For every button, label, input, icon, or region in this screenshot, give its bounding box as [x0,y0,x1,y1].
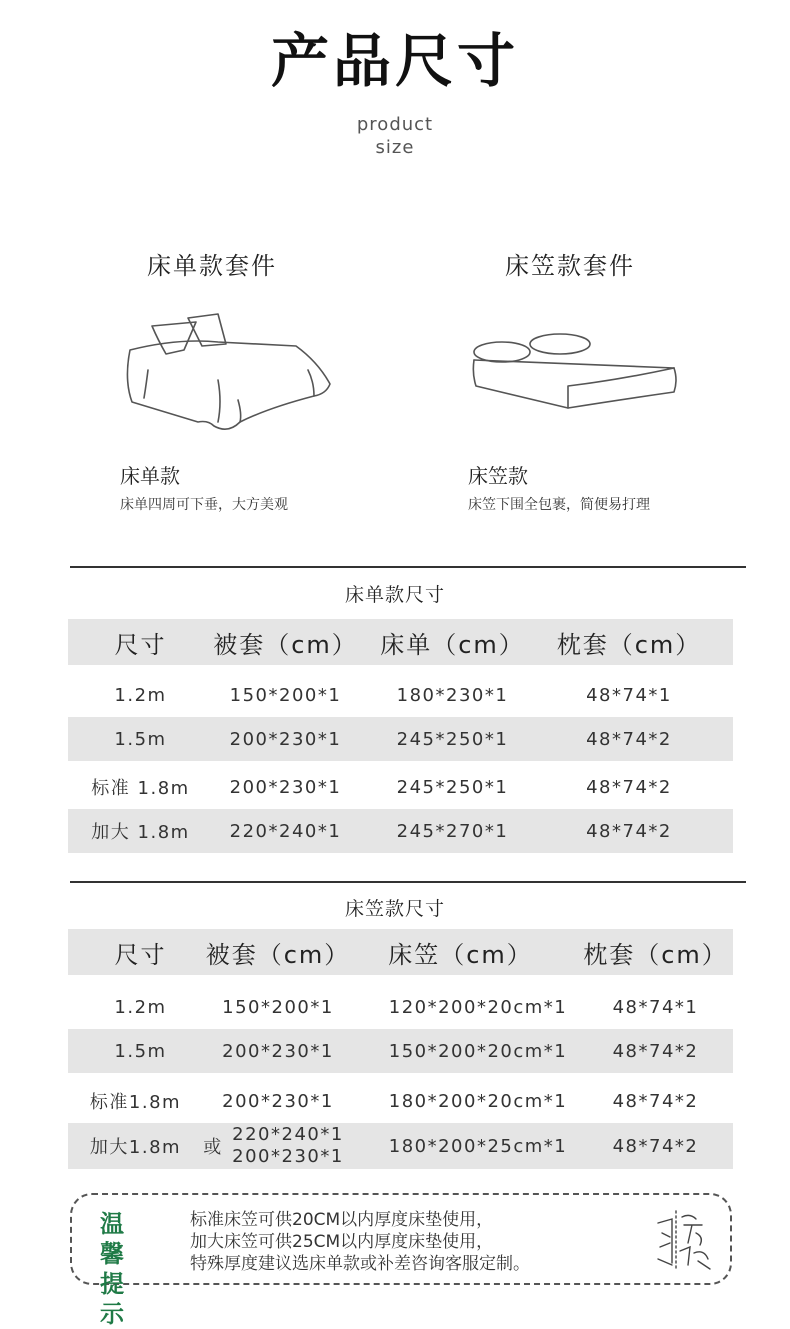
size-cell: 1.2m [114,684,167,706]
duvet-cell: 200*230*1 [222,1090,334,1112]
sheet-cell: 245*250*1 [396,776,509,798]
notice-line: 特殊厚度建议选床单款或补差咨询客服定制。 [190,1254,530,1274]
size-cell: 加大 1.8m [91,822,190,843]
table-header-row [68,619,733,665]
duvet-option: 220*240*1 [232,1124,344,1145]
duvet-cell: 150*200*1 [222,996,334,1018]
duvet-cell: 200*230*1 [222,1040,334,1062]
table-row [68,985,733,1029]
pillowcase-cell: 48*74*2 [612,1090,699,1112]
table-row [68,809,733,853]
duvet-cell [223,1123,353,1169]
size-cell: 1.5m [114,728,167,750]
notice-line: 加大床笠可供25CM以内厚度床垫使用， [190,1232,494,1252]
duvet-cell: 200*230*1 [229,728,342,750]
duvet-cell: 150*200*1 [229,684,342,706]
fitted-sheet-cell: 180*200*20cm*1 [388,1090,568,1112]
pillowcase-cell: 48*74*2 [612,1040,699,1062]
table-row [68,673,733,717]
page-subtitle-line1: product [356,114,434,135]
pillowcase-cell: 48*74*1 [612,996,699,1018]
variant-heading-flat: 床单款套件 [147,252,277,280]
fitted-size-table [68,929,733,1169]
column-header: 床笠（cm） [388,940,533,969]
size-cell: 1.2m [114,996,167,1018]
column-header: 枕套（cm） [583,940,728,969]
variant-heading-fitted: 床笠款套件 [505,252,635,280]
fitted-sheet-cell: 120*200*20cm*1 [388,996,568,1018]
duvet-cell: 200*230*1 [229,776,342,798]
fitted-sheet-cell: 150*200*20cm*1 [388,1040,568,1062]
flat-table-caption: 床单款尺寸 [344,584,445,606]
table-row [68,1123,733,1169]
duvet-option: 200*230*1 [232,1146,344,1167]
variant-name-flat: 床单款 [120,464,180,488]
flat-size-table [68,619,733,853]
variant-desc-fitted: 床笠下围全包裹，简便易打理 [468,497,650,513]
duvet-cell: 220*240*1 [229,820,342,842]
pillowcase-cell: 48*74*1 [586,684,672,706]
pillowcase-cell: 48*74*2 [586,820,672,842]
notice-text [190,1209,530,1275]
pillowcase-cell: 48*74*2 [612,1135,699,1157]
flat-sheet-bed-icon [118,310,338,440]
column-header: 尺寸 [114,940,167,969]
pillowcase-cell: 48*74*2 [586,728,672,750]
notice-heading-line: 提 示 [100,1270,128,1328]
sheet-cell: 180*230*1 [396,684,509,706]
section-divider [70,566,746,568]
column-header: 枕套（cm） [556,630,702,659]
pillowcase-cell: 48*74*2 [586,776,672,798]
fitted-table-caption: 床笠款尺寸 [344,898,445,920]
table-row [68,1029,733,1073]
notice-line: 标准床笠可供20CM以内厚度床垫使用， [190,1210,494,1230]
fitted-sheet-bed-icon [468,330,683,412]
column-header: 被套（cm） [213,630,358,659]
size-cell: 加大1.8m [89,1137,182,1158]
duvet-or-label: 或 [203,1137,223,1158]
column-header: 床单（cm） [380,630,525,659]
table-row [68,765,733,809]
size-cell: 1.5m [114,1040,167,1062]
notice-box [70,1193,732,1328]
section-divider [70,881,746,883]
notice-heading-line: 温 馨 [100,1210,128,1268]
variant-desc-flat: 床单四周可下垂，大方美观 [120,497,288,513]
notice-heading [100,1209,164,1329]
column-header: 被套（cm） [205,940,351,969]
calligraphy-seal-icon [652,1203,716,1275]
size-cell: 标准 1.8m [91,778,190,799]
size-cell: 标准1.8m [89,1092,182,1113]
table-row [68,1079,733,1123]
page-subtitle-line2: size [375,137,415,158]
variant-name-fitted: 床笠款 [468,464,528,488]
sheet-cell: 245*270*1 [396,820,509,842]
column-header: 尺寸 [114,630,167,659]
table-row [68,717,733,761]
sheet-cell: 245*250*1 [396,728,509,750]
fitted-sheet-cell: 180*200*25cm*1 [388,1135,568,1157]
table-header-row [68,929,733,975]
page-title: 产品尺寸 [270,27,519,95]
